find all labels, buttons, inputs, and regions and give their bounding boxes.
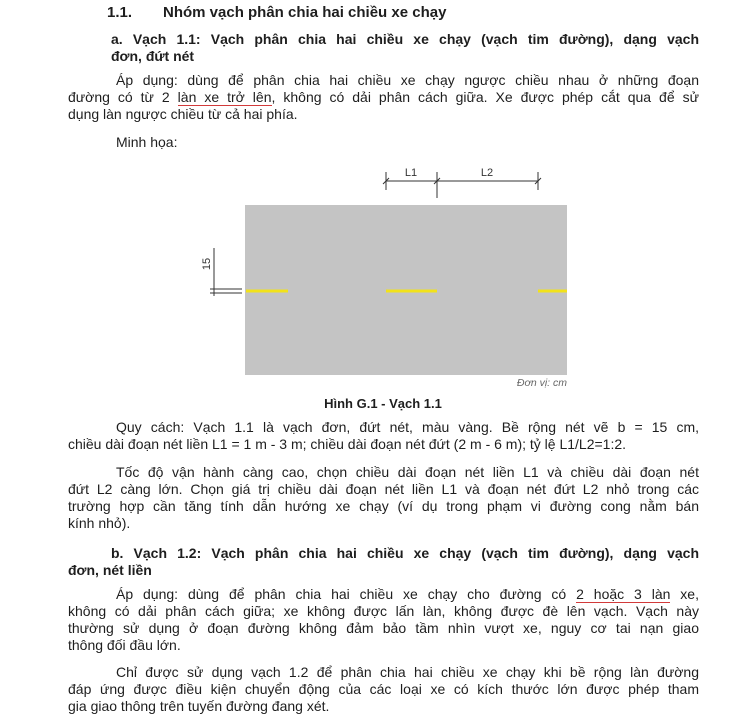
item-a-apply-line3: dụng làn ngược chiều từ cả hai phía. — [68, 106, 298, 122]
speed-line3: trường hợp cần tăng tính dẫn hướng xe chạy (ví dụ trong phạm vi đường cong nằm bán — [68, 498, 699, 514]
only-line1: Chỉ được sử dụng vạch 1.2 để phân chia hai chiều xe chạy khi bề rộng làn đường — [116, 664, 699, 680]
illustration-label: Minh họa: — [116, 134, 178, 150]
label-width-15: 15 — [201, 257, 213, 271]
unit-label: Đơn vị: cm — [516, 377, 567, 389]
item-b-heading-line2: đơn, nét liền — [68, 562, 152, 578]
item-b-apply-line2: không có dải phân cách giữa; xe không được lấn làn, không được đè lên vạch. Vạch này — [68, 603, 699, 619]
item-a-apply-line1: Áp dụng: dùng để phân chia hai chiều xe chạy ngược chiều nhau ở những đoạn — [116, 72, 699, 88]
section-title: Nhóm vạch phân chia hai chiều xe chạy — [163, 4, 447, 21]
spec-line2: chiều dài đoạn nét liền L1 = 1 m - 3 m; chiều dài đoạn nét đứt (2 m - 6 m); tỷ lệ L1/L2=1:2. — [68, 436, 627, 452]
road-marking-figure — [190, 160, 590, 395]
underlined-phrase: làn xe trở lên — [177, 89, 272, 105]
spec-line1: Quy cách: Vạch 1.1 là vạch đơn, đứt nét, màu vàng. Bề rộng nét vẽ b = 15 cm, — [116, 419, 699, 435]
figure-caption: Hình G.1 - Vạch 1.1 — [324, 396, 442, 411]
underlined-phrase-b: 2 hoặc 3 làn — [576, 586, 671, 602]
label-l2: L2 — [480, 167, 494, 179]
item-a-heading-line1: a. Vạch 1.1: Vạch phân chia hai chiều xe chạy (vạch tim đường), dạng vạch — [111, 31, 699, 47]
item-b-apply-line3: thường sử dụng ở đoạn đường không đảm bảo tầm nhìn vượt xe, nguy cơ tai nạn giao — [68, 620, 699, 636]
speed-line2: đứt L2 càng lớn. Chọn giá trị chiều dài đoạn nét liền L1 và đoạn nét đứt L2 nhỏ trong các — [68, 481, 699, 497]
only-line3: gia giao thông trên tuyến đường đang xét. — [68, 698, 330, 714]
label-l1: L1 — [404, 167, 418, 179]
item-a-apply-line2: đường có từ 2 làn xe trở lên, không có dải phân cách giữa. Xe được phép cắt qua để sử — [68, 89, 699, 105]
only-line2: đáp ứng được điều kiện chuyển động của các loại xe có kích thước lớn được phép tham — [68, 681, 699, 697]
speed-line1: Tốc độ vận hành càng cao, chọn chiều dài đoạn nét liền L1 và chiều dài đoạn nét — [116, 464, 699, 480]
item-b-apply-line1: Áp dụng: dùng để phân chia hai chiều xe chạy cho đường có 2 hoặc 3 làn xe, — [116, 586, 699, 602]
item-b-apply-line4: thông đối đầu lớn. — [68, 637, 181, 653]
section-number: 1.1. — [107, 4, 133, 21]
speed-line4: kính nhỏ). — [68, 515, 131, 531]
item-a-heading-line2: đơn, đứt nét — [111, 48, 195, 64]
item-b-heading-line1: b. Vạch 1.2: Vạch phân chia hai chiều xe chạy (vạch tim đường), dạng vạch — [111, 545, 699, 561]
